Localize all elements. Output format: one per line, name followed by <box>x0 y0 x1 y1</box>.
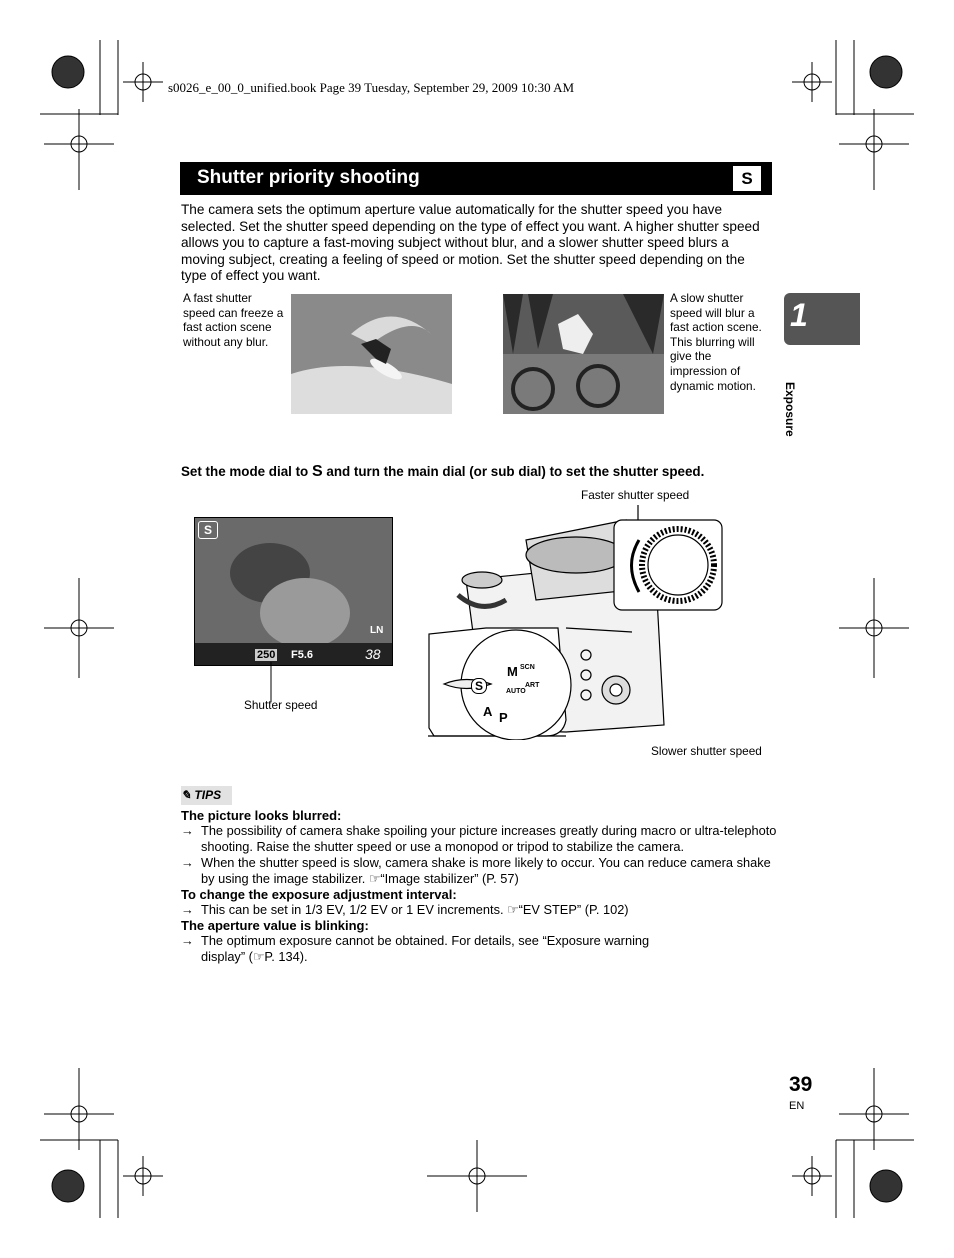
dial-mode-s: S <box>471 678 487 694</box>
tips-icon: ✎ <box>181 788 192 802</box>
arrow-icon: → <box>181 933 194 948</box>
dial-mode-auto: AUTO <box>506 688 526 695</box>
step-text-after: and turn the main dial (or sub dial) to set the shutter speed. <box>326 464 705 479</box>
tips-label: TIPS <box>194 788 222 802</box>
surfer-photo <box>291 294 452 414</box>
slower-label: Slower shutter speed <box>651 744 762 758</box>
step-text-before: Set the mode dial to <box>181 464 309 479</box>
faster-label: Faster shutter speed <box>581 488 690 502</box>
dial-mode-scn: SCN <box>520 664 535 671</box>
slow-caption: A slow shutter speed will blur a fast action scene. This blurring will give the impression of dynamic motion. <box>670 291 762 393</box>
lcd-quality: LN <box>370 625 384 636</box>
step-mode-symbol: S <box>311 463 323 480</box>
tip-line: This can be set in 1/3 EV, 1/2 EV or 1 EV increments. ☞“EV STEP” (P. 102) <box>201 902 629 917</box>
tip-line: The optimum exposure cannot be obtained. For details, see “Exposure warning display” (☞P. 134). <box>201 933 650 964</box>
dial-mode-a: A <box>483 704 493 719</box>
print-header: s0026_e_00_0_unified.book Page 39 Tuesday, September 29, 2009 10:30 AM <box>168 80 575 95</box>
lcd-screen <box>194 517 393 666</box>
arrow-icon: → <box>181 855 194 870</box>
lcd-shot-count: 38 <box>365 646 381 662</box>
tip-line: When the shutter speed is slow, camera shake is more likely to occur. You can reduce camera shake by using the image stabilizer. ☞“Image stabilizer” (P. 57) <box>201 855 771 886</box>
cyclist-photo <box>503 294 664 414</box>
tip-heading: The aperture value is blinking: <box>181 918 369 933</box>
arrow-icon: → <box>181 823 194 838</box>
dial-mode-art: ART <box>525 682 540 689</box>
lcd-shutter-speed: 250 <box>257 649 276 661</box>
intro-paragraph: The camera sets the optimum aperture value automatically for the shutter speed you have selected. Set the shutter speed depending on the type of effect you want. A higher shutter speed allows you to capture a fast-moving subject without blur, and a slower shutter speed blurs a moving subject, creating a feeling of speed or motion. Set the shutter speed depending on the type of effect you want. <box>181 202 760 284</box>
page-title: Shutter priority shooting <box>197 167 420 188</box>
tip-heading: To change the exposure adjustment interval: <box>181 887 457 902</box>
camera-diagram <box>426 500 726 740</box>
shutter-speed-pointer <box>265 662 277 702</box>
dial-mode-p: P <box>499 710 508 725</box>
tip-heading: The picture looks blurred: <box>181 808 342 823</box>
fast-caption: A fast shutter speed can freeze a fast action scene without any blur. <box>183 291 284 349</box>
tips-section <box>181 808 781 965</box>
tips-badge <box>181 786 232 805</box>
lcd-aperture: F5.6 <box>291 649 314 661</box>
dial-mode-m: M <box>507 664 518 679</box>
lcd-mode-indicator: S <box>198 521 218 539</box>
tip-line: The possibility of camera shake spoiling your picture increases greatly during macro or ultra-telephoto shooting. Raise the shutter speed or use a monopod or tripod to stabilize the camera. <box>201 823 777 854</box>
arrow-icon: → <box>181 902 194 917</box>
step-instruction <box>181 463 704 481</box>
chapter-number: 1 <box>790 297 808 333</box>
page-number: 39 <box>789 1073 813 1096</box>
chapter-label: Exposure <box>783 382 797 437</box>
language-code: EN <box>789 1100 805 1112</box>
mode-badge: S <box>733 166 761 191</box>
shutter-speed-label: Shutter speed <box>244 698 318 712</box>
